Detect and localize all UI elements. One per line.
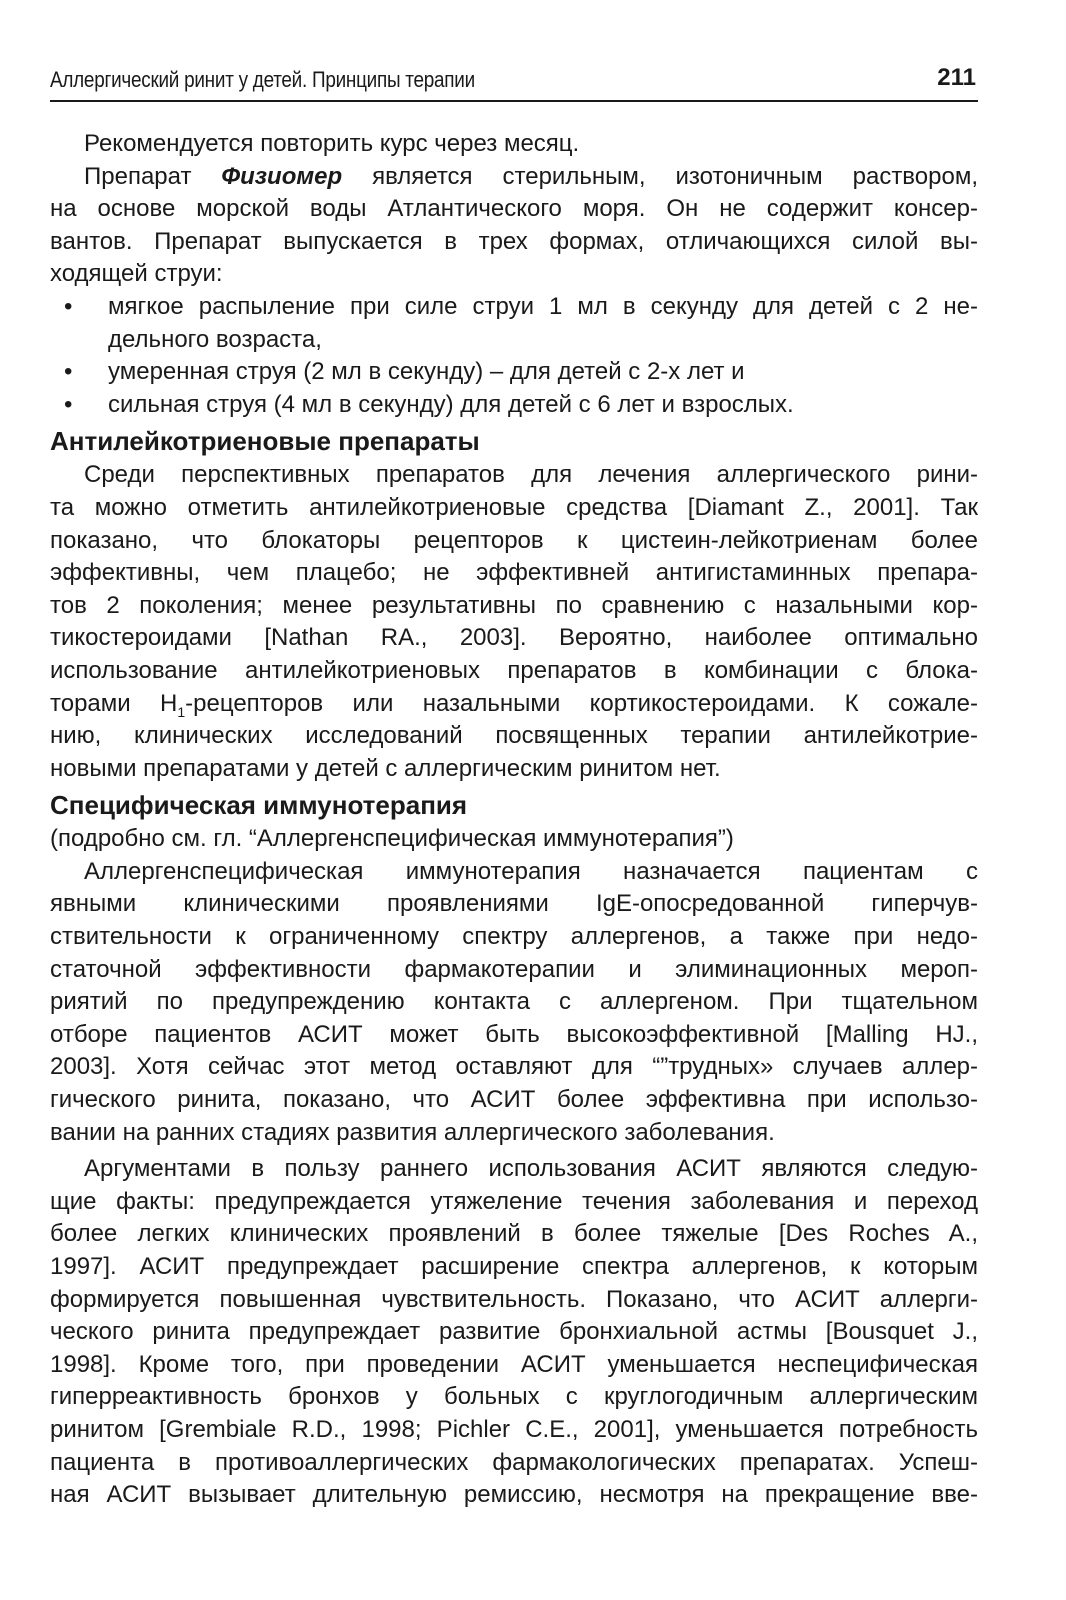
paragraph-fiziomer (50, 161, 978, 291)
text-line: отборе пациентов АСИТ может быть высокоэффективной [Malling HJ., (50, 1020, 978, 1048)
text-line: умеренная струя (2 мл в секунду) – для детей с 2-х лет и (108, 358, 745, 386)
text-line: статочной эффективности фармакотерапии и элиминационных мероп- (50, 955, 978, 983)
text-line: более легких клинических проявлений в более тяжелые [Des Roches A., (50, 1220, 978, 1248)
text-line: тикостероидами [Nathan RA., 2003]. Вероятно, наиболее оптимально (50, 624, 978, 652)
bullet-item (50, 389, 978, 422)
text-line (50, 161, 978, 194)
text-line: гиперреактивность бронхов у больных с круглогодичным аллергическим (50, 1383, 978, 1411)
page-body (50, 128, 978, 1512)
text-line: нию, клинических исследований посвященных терапии антилейкотрие- (50, 722, 978, 750)
text-line: гического ринита, показано, что АСИТ более эффективна при использо- (50, 1086, 978, 1114)
text-line: вании на ранних стадиях развития аллергического заболевания. (50, 1118, 775, 1146)
text-line (50, 688, 978, 721)
section-heading: Специфическая иммунотерапия (50, 790, 468, 821)
text-line: ческого ринита предупреждает развитие бронхиальной астмы [Bousquet J., (50, 1318, 978, 1346)
text-line: явными клиническими проявлениями IgE-опосредованной гиперчув- (50, 890, 978, 918)
text-line: формируется повышенная чувствительность. Показано, что АСИТ аллерги- (50, 1285, 978, 1313)
text-run: торами H (50, 689, 178, 717)
running-title: Аллергический ринит у детей. Принципы терапии (50, 67, 475, 92)
text-run: Препарат (84, 162, 222, 190)
text-line: тов 2 поколения; менее результативны по сравнению с назальными кор- (50, 591, 978, 619)
book-page (50, 56, 978, 1512)
text-line: пациента в противоаллергических фармакологических препаратах. Успеш- (50, 1448, 978, 1476)
text-line: ствительности к ограниченному спектру аллергенов, а также при недо- (50, 923, 978, 951)
text-line: вантов. Препарат выпускается в трех формах, отличающихся силой вы- (50, 227, 978, 255)
text-line: Аллергенспецифическая иммунотерапия назначается пациентам с (84, 857, 978, 885)
paragraph-antileukotriene (50, 459, 978, 785)
text-line: эффективны, чем плацебо; не эффективней антигистаминных препара- (50, 559, 978, 587)
paragraph-repeat-course (50, 128, 978, 161)
text-line: Аргументами в пользу раннего использования АСИТ являются следую- (84, 1155, 978, 1183)
bullet-marker: • (64, 390, 73, 418)
running-header (50, 56, 978, 102)
text-line: на основе морской воды Атлантического моря. Он не содержит консер- (50, 195, 978, 223)
text-line: дельного возраста, (108, 325, 322, 353)
text-line: показано, что блокаторы рецепторов к цистеин-лейкотриенам более (50, 526, 978, 554)
bullet-list (50, 291, 978, 421)
text-line: та можно отметить антилейкотриеновые средства [Diamant Z., 2001]. Так (50, 493, 978, 521)
text-line: Рекомендуется повторить курс через месяц. (84, 130, 580, 157)
text-line: щие факты: предупреждается утяжеление течения заболевания и переход (50, 1187, 978, 1215)
cross-reference-note: (подробно см. гл. “Аллергенспецифическая иммунотерапия”) (50, 825, 734, 853)
text-line: 1997]. АСИТ предупреждает расширение спектра аллергенов, к которым (50, 1253, 978, 1280)
drug-name: Физиомер (221, 162, 343, 190)
text-line: Среди перспективных препаратов для лечения аллергического рини- (84, 461, 978, 489)
page-number: 211 (937, 64, 976, 91)
paragraph-asit-indications (50, 856, 978, 1149)
subscript: 1 (177, 703, 186, 720)
text-line: новыми препаратами у детей с аллергическим ринитом нет. (50, 754, 721, 782)
text-run: -рецепторов или назальными кортикостероидами. К сожале- (185, 689, 978, 717)
text-line: риятий по предупреждению контакта с аллергеном. При тщательном (50, 988, 978, 1016)
text-line: ходящей струи: (50, 260, 223, 288)
bullet-marker: • (64, 358, 73, 386)
text-line: 2003]. Хотя сейчас этот метод оставляют для “”трудных» случаев аллер- (50, 1053, 978, 1081)
paragraph-asit-arguments (50, 1153, 978, 1512)
section-heading: Антилейкотриеновые препараты (50, 426, 480, 457)
bullet-item (50, 291, 978, 356)
text-line: 1998]. Кроме того, при проведении АСИТ уменьшается неспецифическая (50, 1350, 978, 1378)
text-run: является стерильным, изотоничным раствором, (342, 162, 978, 190)
text-line: ная АСИТ вызывает длительную ремиссию, несмотря на прекращение вве- (50, 1481, 978, 1509)
text-line: мягкое распыление при силе струи 1 мл в секунду для детей с 2 не- (108, 292, 978, 320)
bullet-item (50, 356, 978, 389)
text-line: сильная струя (4 мл в секунду) для детей с 6 лет и взрослых. (108, 390, 794, 418)
text-line: использование антилейкотриеновых препаратов в комбинации с блока- (50, 656, 978, 684)
bullet-marker: • (64, 292, 73, 320)
text-line: ринитом [Grembiale R.D., 1998; Pichler C.E., 2001], уменьшается потребность (50, 1415, 978, 1443)
